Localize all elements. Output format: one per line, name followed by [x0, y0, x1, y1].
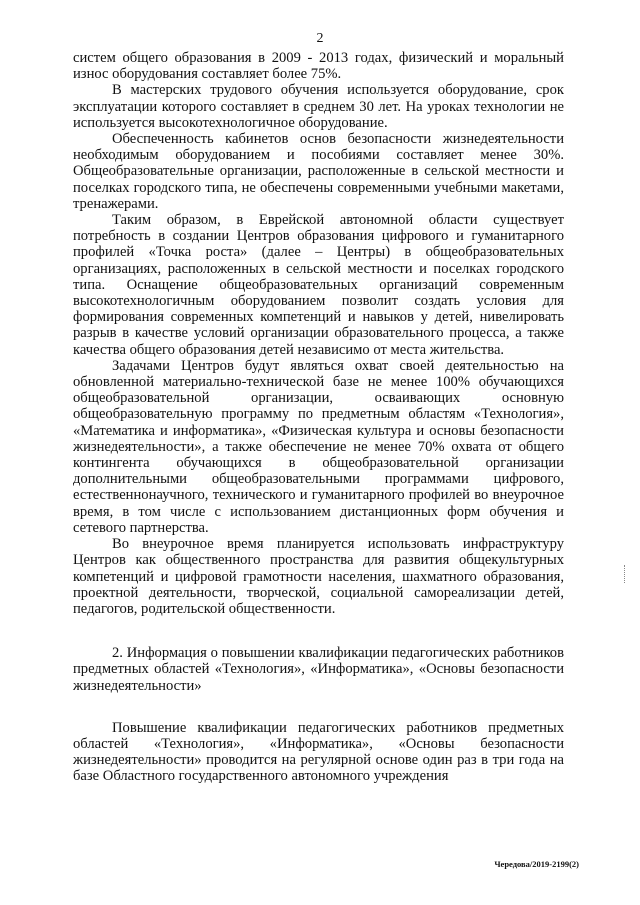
paragraph-equipment-wear: систем общего образования в 2009 - 2013 годах, физический и моральный износ оборудования составляет более 75%. — [73, 50, 564, 83]
paragraph-qualification: Повышение квалификации педагогических работников предметных областей «Технология», «Информатика», «Основы безопасности жизнедеятельности» проводится на регулярной основе один раз в три года на базе Областного государственного автономного учреждения — [73, 719, 564, 785]
section-heading: 2. Информация о повышении квалификации педагогических работников предметных областей «Технология», «Информатика», «Основы безопасности жизнедеятельности» — [73, 645, 564, 694]
paragraph-extracurricular: Во внеурочное время планируется использовать инфраструктуру Центров как общественного пространства для развития общекультурных компетенций и цифровой грамотности населения, шахматного образования, проектной деятельности, творческой, социальной самореализации детей, педагогов, родительской общественности. — [73, 536, 564, 617]
paragraph-obzh-provision: Обеспеченность кабинетов основ безопасности жизнедеятельности необходимым оборудованием и пособиями составляет менее 30%. Общеобразовательные организации, расположенные в сельской местности и поселках городского типа, не обеспечены современными учебными макетами, тренажерами. — [73, 131, 564, 212]
paragraph-centers-need: Таким образом, в Еврейской автономной области существует потребность в создании Центров образования цифрового и гуманитарного профилей «Точка роста» (далее – Центры) в общеобразовательных организациях, расположенных в сельской местности и поселках городского типа. Оснащение общеобразовательных организаций современным высокотехнологичным оборудованием позволит создать условия для формирования современных компетенций и навыков у детей, нивелировать разрыв в качестве условий организации образовательного процесса, а также качества общего образования детей независимо от места жительства. — [73, 212, 564, 358]
document-body — [73, 50, 564, 785]
margin-dotted-mark — [624, 565, 626, 583]
paragraph-workshops: В мастерских трудового обучения используется оборудование, срок эксплуатации которого составляет в среднем 30 лет. На уроках технологии не используется высокотехнологичное оборудование. — [73, 82, 564, 131]
document-code: Чередова/2019-2199(2) — [494, 859, 579, 869]
page-number: 2 — [316, 31, 324, 46]
paragraph-centers-tasks: Задачами Центров будут являться охват своей деятельностью на обновленной материально-технической базе не менее 100% обучающихся общеобразовательной организации, осваивающих основную общеобразовательную программу по предметным областям «Технология», «Математика и информатика», «Физическая культура и основы безопасности жизнедеятельности», а также обеспечение не менее 70% охвата от общего контингента обучающихся в общеобразовательной организации дополнительными общеобразовательными программами цифрового, естественнонаучного, технического и гуманитарного профилей во внеурочное время, в том числе с использованием дистанционных форм обучения и сетевого партнерства. — [73, 357, 564, 536]
